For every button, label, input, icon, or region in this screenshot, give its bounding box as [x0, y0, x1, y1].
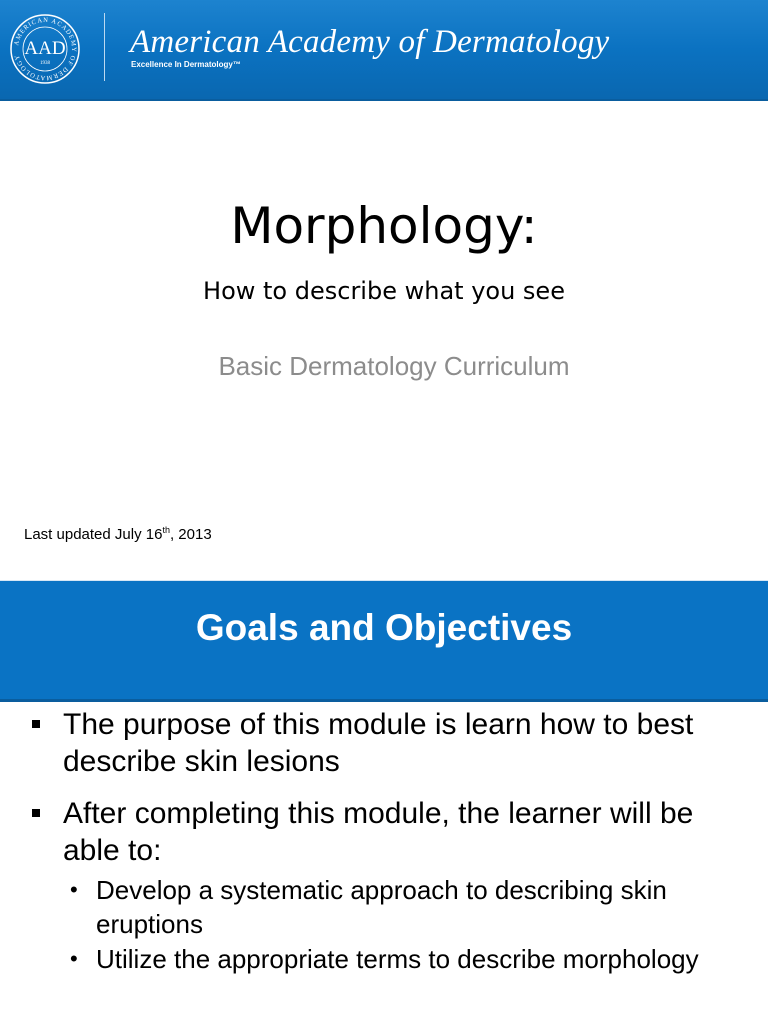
aad-seal-logo — [9, 13, 81, 85]
curriculum-label: Basic Dermatology Curriculum — [218, 351, 570, 381]
square-bullet-icon — [32, 720, 40, 728]
last-updated-year: , 2013 — [169, 526, 212, 543]
slide-subtitle: How to describe what you see — [203, 277, 565, 305]
last-updated — [24, 526, 212, 543]
last-updated-ordinal: th — [162, 525, 170, 535]
sub-bullet-text: Utilize the appropriate terms to describe morphology — [96, 944, 699, 974]
svg-text:AMERICAN ACADEMY OF DERMATOLOG: AMERICAN ACADEMY OF DERMATOLOGY — [13, 16, 78, 82]
organization-name: American Academy of Dermatology — [130, 24, 610, 60]
dot-bullet-icon: • — [70, 946, 78, 971]
bullet-text: The purpose of this module is learn how to best describe skin lesions — [63, 708, 694, 778]
slide-title: Morphology: — [230, 197, 538, 255]
dot-bullet-icon: • — [70, 877, 78, 902]
goals-slide — [0, 576, 768, 1024]
sub-bullet-item — [70, 873, 746, 941]
goals-heading: Goals and Objectives — [195, 607, 573, 648]
svg-text:AAD: AAD — [24, 38, 66, 59]
svg-text:1938: 1938 — [40, 61, 50, 66]
sub-bullet-text: Develop a systematic approach to describing skin eruptions — [96, 875, 667, 939]
aad-header-banner — [0, 0, 768, 101]
bullet-text: After completing this module, the learner will be able to: — [63, 797, 694, 867]
bullet-item — [63, 706, 753, 780]
organization-tagline: Excellence In Dermatology™ — [131, 60, 241, 69]
goals-banner — [0, 580, 768, 702]
last-updated-date: Last updated July 16 — [24, 526, 163, 543]
square-bullet-icon — [32, 809, 40, 817]
sub-bullet-item — [70, 942, 746, 976]
header-divider — [104, 13, 105, 81]
bullet-item — [63, 795, 753, 869]
